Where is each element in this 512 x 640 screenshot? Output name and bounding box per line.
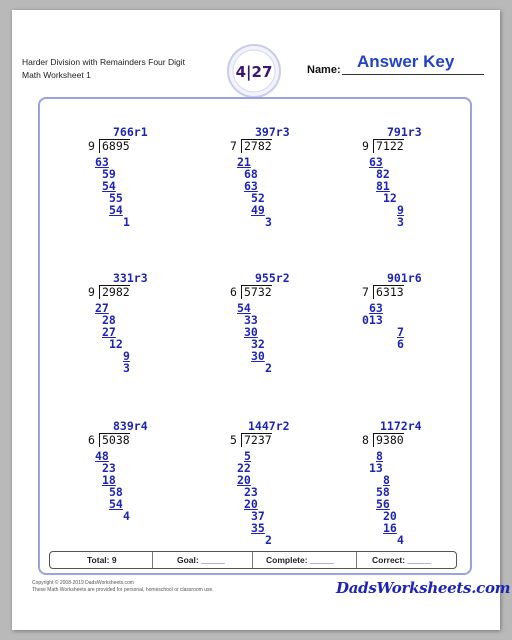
quotient: 1172r4 (380, 419, 422, 433)
division-problem (362, 272, 482, 422)
work-step: 54 (109, 497, 123, 511)
complete-field: Complete: _____ (266, 555, 334, 565)
work-step: 013 (362, 313, 383, 327)
division-problem (230, 420, 350, 570)
quotient: 955r2 (255, 271, 290, 285)
work-step: 33 (244, 313, 258, 327)
work-step: 9 (397, 203, 404, 217)
copyright-line-1: Copyright © 2008-2019 DadsWorksheets.com (32, 580, 134, 586)
work-step: 1 (123, 215, 130, 229)
work-step: 58 (376, 485, 390, 499)
copyright-text (32, 580, 214, 594)
dividend: 6313 (373, 285, 404, 299)
divisor: 7 (362, 285, 369, 299)
quotient: 397r3 (255, 125, 290, 139)
work-step: 2 (265, 361, 272, 375)
work-step: 63 (369, 301, 383, 315)
division-problem (88, 272, 208, 422)
name-line (342, 74, 484, 75)
copyright-line-2: These Math Worksheets are provided for personal, homeschool or classroom use. (32, 587, 214, 593)
work-step: 63 (369, 155, 383, 169)
work-step: 18 (102, 473, 116, 487)
work-step: 81 (376, 179, 390, 193)
work-step: 30 (244, 325, 258, 339)
work-step: 52 (251, 191, 265, 205)
work-step: 20 (237, 473, 251, 487)
work-step: 28 (102, 313, 116, 327)
quotient: 766r1 (113, 125, 148, 139)
logo-graphic (226, 43, 282, 99)
worksheet-logo (226, 43, 282, 99)
work-step: 13 (369, 461, 383, 475)
score-divider (152, 552, 153, 568)
divisor: 5 (230, 433, 237, 447)
work-step: 30 (251, 349, 265, 363)
work-step: 54 (102, 179, 116, 193)
work-step: 56 (376, 497, 390, 511)
logo-text: 4|27 (235, 63, 273, 81)
quotient: 839r4 (113, 419, 148, 433)
name-row (307, 52, 492, 78)
dividend: 9380 (373, 433, 404, 447)
worksheet-title (22, 56, 212, 82)
score-divider (356, 552, 357, 568)
work-step: 68 (244, 167, 258, 181)
dividend: 7122 (373, 139, 404, 153)
division-problem (88, 126, 208, 276)
divisor: 6 (88, 433, 95, 447)
work-step: 23 (102, 461, 116, 475)
dividend: 2982 (99, 285, 130, 299)
work-step: 6 (397, 337, 404, 351)
work-step: 9 (123, 349, 130, 363)
work-step: 49 (251, 203, 265, 217)
work-step: 22 (237, 461, 251, 475)
work-step: 32 (251, 337, 265, 351)
score-divider (252, 552, 253, 568)
work-step: 3 (265, 215, 272, 229)
score-box (49, 551, 457, 569)
name-label: Name: (307, 64, 341, 76)
work-step: 3 (397, 215, 404, 229)
work-step: 27 (102, 325, 116, 339)
work-step: 54 (109, 203, 123, 217)
work-step: 12 (109, 337, 123, 351)
goal-field: Goal: _____ (177, 555, 225, 565)
work-step: 82 (376, 167, 390, 181)
division-problem (230, 272, 350, 422)
work-step: 4 (123, 509, 130, 523)
work-step: 23 (244, 485, 258, 499)
total-field: Total: 9 (87, 555, 117, 565)
quotient: 331r3 (113, 271, 148, 285)
answer-key-label: Answer Key (357, 52, 455, 71)
brand-logo: DadsWorksheets.com (336, 579, 511, 597)
work-step: 5 (244, 449, 251, 463)
work-step: 21 (237, 155, 251, 169)
work-step: 8 (383, 473, 390, 487)
work-step: 35 (251, 521, 265, 535)
quotient: 901r6 (387, 271, 422, 285)
quotient: 791r3 (387, 125, 422, 139)
work-step: 37 (251, 509, 265, 523)
work-step: 48 (95, 449, 109, 463)
quotient: 1447r2 (248, 419, 290, 433)
divisor: 9 (88, 285, 95, 299)
work-step: 59 (102, 167, 116, 181)
work-step: 16 (383, 521, 397, 535)
dividend: 7237 (241, 433, 272, 447)
work-step: 54 (237, 301, 251, 315)
title-line-2: Math Worksheet 1 (22, 70, 91, 80)
division-problem (230, 126, 350, 276)
work-step: 3 (123, 361, 130, 375)
work-step: 63 (95, 155, 109, 169)
work-step: 63 (244, 179, 258, 193)
correct-field: Correct: _____ (372, 555, 432, 565)
work-step: 20 (244, 497, 258, 511)
work-step: 27 (95, 301, 109, 315)
division-problem (88, 420, 208, 570)
work-step: 58 (109, 485, 123, 499)
work-step: 2 (265, 533, 272, 547)
divisor: 7 (230, 139, 237, 153)
work-step: 20 (383, 509, 397, 523)
division-problem (362, 126, 482, 276)
dividend: 5732 (241, 285, 272, 299)
divisor: 6 (230, 285, 237, 299)
work-step: 12 (383, 191, 397, 205)
work-step: 55 (109, 191, 123, 205)
dividend: 2782 (241, 139, 272, 153)
title-line-1: Harder Division with Remainders Four Digit (22, 57, 185, 67)
divisor: 8 (362, 433, 369, 447)
division-problem (362, 420, 482, 570)
work-step: 4 (397, 533, 404, 547)
dividend: 5038 (99, 433, 130, 447)
work-step: 8 (376, 449, 383, 463)
dividend: 6895 (99, 139, 130, 153)
divisor: 9 (362, 139, 369, 153)
divisor: 9 (88, 139, 95, 153)
work-step: 7 (397, 325, 404, 339)
